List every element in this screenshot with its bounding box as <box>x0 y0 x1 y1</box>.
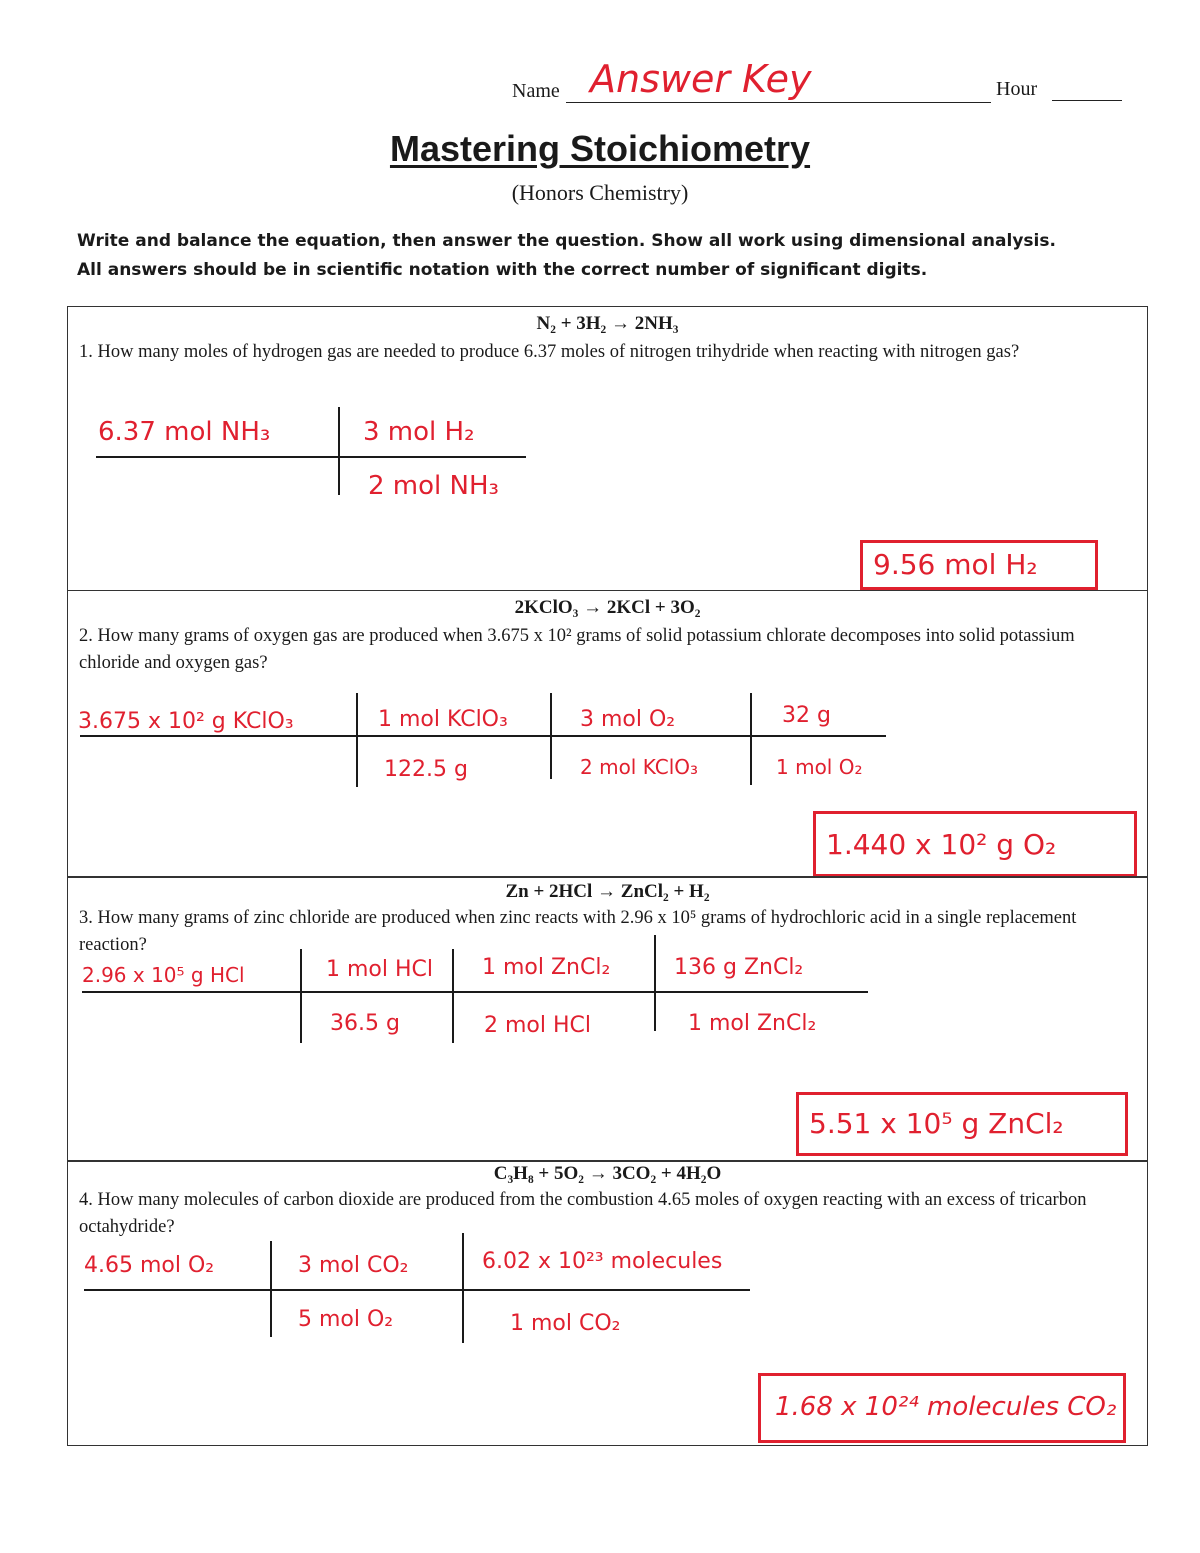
name-line <box>566 102 991 103</box>
problem-4-answer: 1.68 x 10²⁴ molecules CO₂ <box>775 1392 1117 1422</box>
problem-1-fraction-line <box>96 456 526 458</box>
problem-3-answer-box <box>796 1092 1128 1156</box>
problem-4-factor-2-bottom: 1 mol CO₂ <box>510 1311 621 1336</box>
problem-3-question: 3. How many grams of zinc chloride are produced when zinc reacts with 2.96 x 10⁵ grams of hydrochloric acid in a single replacement reaction? <box>79 908 1077 955</box>
problem-3-answer: 5.51 x 10⁵ g ZnCl₂ <box>809 1107 1064 1140</box>
problem-3-factor-2-top: 1 mol ZnCl₂ <box>482 955 611 980</box>
problem-1-equation: N₂ + 3H₂ → 2NH₃ <box>536 313 679 334</box>
problem-4-divider-1 <box>270 1241 272 1337</box>
problem-2-divider-3 <box>750 693 752 785</box>
problem-1-box <box>67 306 1148 591</box>
problem-2-divider-2 <box>550 693 552 779</box>
problem-3-divider-3 <box>654 935 656 1031</box>
instruction-line-2: All answers should be in scientific notation with the correct number of significant digits. <box>77 260 928 280</box>
problem-4-divider-2 <box>462 1233 464 1343</box>
problem-3-factor-1-top: 1 mol HCl <box>326 957 434 982</box>
problem-3-fraction-line <box>82 991 868 993</box>
hour-line <box>1052 100 1122 101</box>
problem-4-box <box>67 1160 1148 1446</box>
problem-2-fraction-line <box>80 735 886 737</box>
problem-2-answer-box <box>813 811 1137 877</box>
instruction-line-1: Write and balance the equation, then answer the question. Show all work using dimensional analysis. <box>77 231 1056 251</box>
problem-2-factor-2-top: 3 mol O₂ <box>580 707 676 732</box>
problem-2-factor-3-top: 32 g <box>782 703 831 728</box>
problem-2-factor-1-top: 1 mol KClO₃ <box>378 707 508 732</box>
problem-4-factor-2-top: 6.02 x 10²³ molecules <box>482 1249 723 1274</box>
problem-4-equation: C₃H₈ + 5O₂ → 3CO₂ + 4H₂O <box>493 1163 722 1184</box>
problem-2-factor-2-bottom: 2 mol KClO₃ <box>580 755 699 779</box>
problem-2-box <box>67 590 1148 878</box>
problem-3-factor-3-bottom: 1 mol ZnCl₂ <box>688 1011 817 1036</box>
problem-2-start: 3.675 x 10² g KClO₃ <box>78 709 294 734</box>
name-label: Name <box>512 80 560 102</box>
problem-3-factor-1-bottom: 36.5 g <box>330 1011 400 1036</box>
problem-1-factor-1-bottom: 2 mol NH₃ <box>368 471 499 501</box>
problem-3-equation: Zn + 2HCl → ZnCl₂ + H₂ <box>505 881 710 902</box>
problem-3-divider-1 <box>300 949 302 1043</box>
problem-1-start: 6.37 mol NH₃ <box>98 417 271 447</box>
problem-1-question: 1. How many moles of hydrogen gas are needed to produce 6.37 moles of nitrogen trihydride when reacting with nitrogen gas? <box>79 342 1020 362</box>
problem-1-answer: 9.56 mol H₂ <box>873 548 1038 581</box>
problem-3-box <box>67 876 1148 1162</box>
problem-2-answer: 1.440 x 10² g O₂ <box>826 828 1057 861</box>
page-subtitle: (Honors Chemistry) <box>511 180 689 205</box>
problem-3-factor-3-top: 136 g ZnCl₂ <box>674 955 804 980</box>
problem-4-answer-box <box>758 1373 1126 1443</box>
problem-1-factor-1-top: 3 mol H₂ <box>363 417 475 447</box>
problem-3-divider-2 <box>452 949 454 1043</box>
problem-1-divider-1 <box>338 407 340 495</box>
name-value: Answer Key <box>590 57 812 101</box>
problem-2-factor-1-bottom: 122.5 g <box>384 757 468 782</box>
page-title: Mastering Stoichiometry <box>389 128 811 169</box>
problem-4-factor-1-bottom: 5 mol O₂ <box>298 1307 394 1332</box>
problem-4-start: 4.65 mol O₂ <box>84 1253 215 1278</box>
problem-3-factor-2-bottom: 2 mol HCl <box>484 1013 592 1038</box>
problem-1-answer-box <box>860 540 1098 590</box>
problem-2-divider-1 <box>356 693 358 787</box>
problem-2-question: 2. How many grams of oxygen gas are produced when 3.675 x 10² grams of solid potassium chlorate decomposes into solid potassium chloride and oxygen gas? <box>79 626 1075 673</box>
problem-4-question: 4. How many molecules of carbon dioxide are produced from the combustion 4.65 moles of oxygen reacting with an excess of tricarbon octahydride? <box>79 1190 1087 1237</box>
problem-3-start: 2.96 x 10⁵ g HCl <box>82 963 245 987</box>
hour-label: Hour <box>996 78 1038 100</box>
problem-4-fraction-line <box>84 1289 750 1291</box>
problem-2-equation: 2KClO₃ → 2KCl + 3O₂ <box>514 597 701 618</box>
problem-2-factor-3-bottom: 1 mol O₂ <box>776 755 863 779</box>
problem-4-factor-1-top: 3 mol CO₂ <box>298 1253 409 1278</box>
